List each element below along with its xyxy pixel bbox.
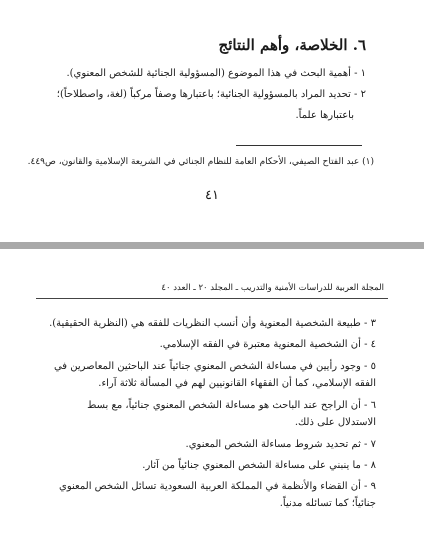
conclusion-point-2: ٢ - تحديد المراد بالمسؤولية الجنائية؛ باعتبارها وصفاً مركباً (لغة، واصطلاحاً)؛ <box>56 89 366 100</box>
conclusion-point-2-continued: باعتبارها علماً. <box>295 110 354 121</box>
conclusion-point-3: ٣ - طبيعة الشخصية المعنوية وأن أنسب النظريات للفقه هي (النظرية الحقيقية). <box>49 318 376 329</box>
header-rule <box>36 298 388 299</box>
conclusion-point-9: ٩ - أن القضاء والأنظمة في المملكة العربية السعودية تسائل الشخص المعنوي <box>59 481 376 492</box>
conclusion-point-9-continued: جنائياً؛ كما تسائله مدنياً. <box>279 498 376 509</box>
footnote: (١) عبد الفتاح الصيفي، الأحكام العامة للنظام الجنائي في الشريعة الإسلامية والقانون، ص٤٤٩. <box>27 157 374 167</box>
page-break-band <box>0 242 424 249</box>
conclusion-point-6: ٦ - أن الراجح عند الباحث هو مساءلة الشخص المعنوي جنائياً، مع بسط <box>87 400 376 411</box>
section-heading: ٦. الخلاصة، وأهم النتائج <box>218 36 366 54</box>
running-header: المجلة العربية للدراسات الأمنية والتدريب ـ المجلد ٢٠ ـ العدد ٤٠ <box>161 283 384 293</box>
conclusion-point-5: ٥ - وجود رأيين في مساءلة الشخص المعنوي جنائياً عند الباحثين المعاصرين في <box>53 361 376 372</box>
conclusion-point-6-continued: الاستدلال على ذلك. <box>294 417 376 428</box>
conclusion-point-5-continued: الفقه الإسلامي، كما أن الفقهاء القانونيين لهم في المسألة ثلاثة آراء. <box>98 378 376 389</box>
footnote-separator <box>236 145 362 146</box>
conclusion-point-4: ٤ - أن الشخصية المعنوية معتبرة في الفقه الإسلامي. <box>159 339 376 350</box>
conclusion-point-7: ٧ - ثم تحديد شروط مساءلة الشخص المعنوي. <box>185 439 376 450</box>
page-number: ٤١ <box>205 188 219 203</box>
conclusion-point-8: ٨ - ما ينبني على مساءلة الشخص المعنوي جنائياً من آثار. <box>142 460 376 471</box>
conclusion-point-1: ١ - أهمية البحث في هذا الموضوع (المسؤولية الجنائية للشخص المعنوي). <box>66 68 366 79</box>
